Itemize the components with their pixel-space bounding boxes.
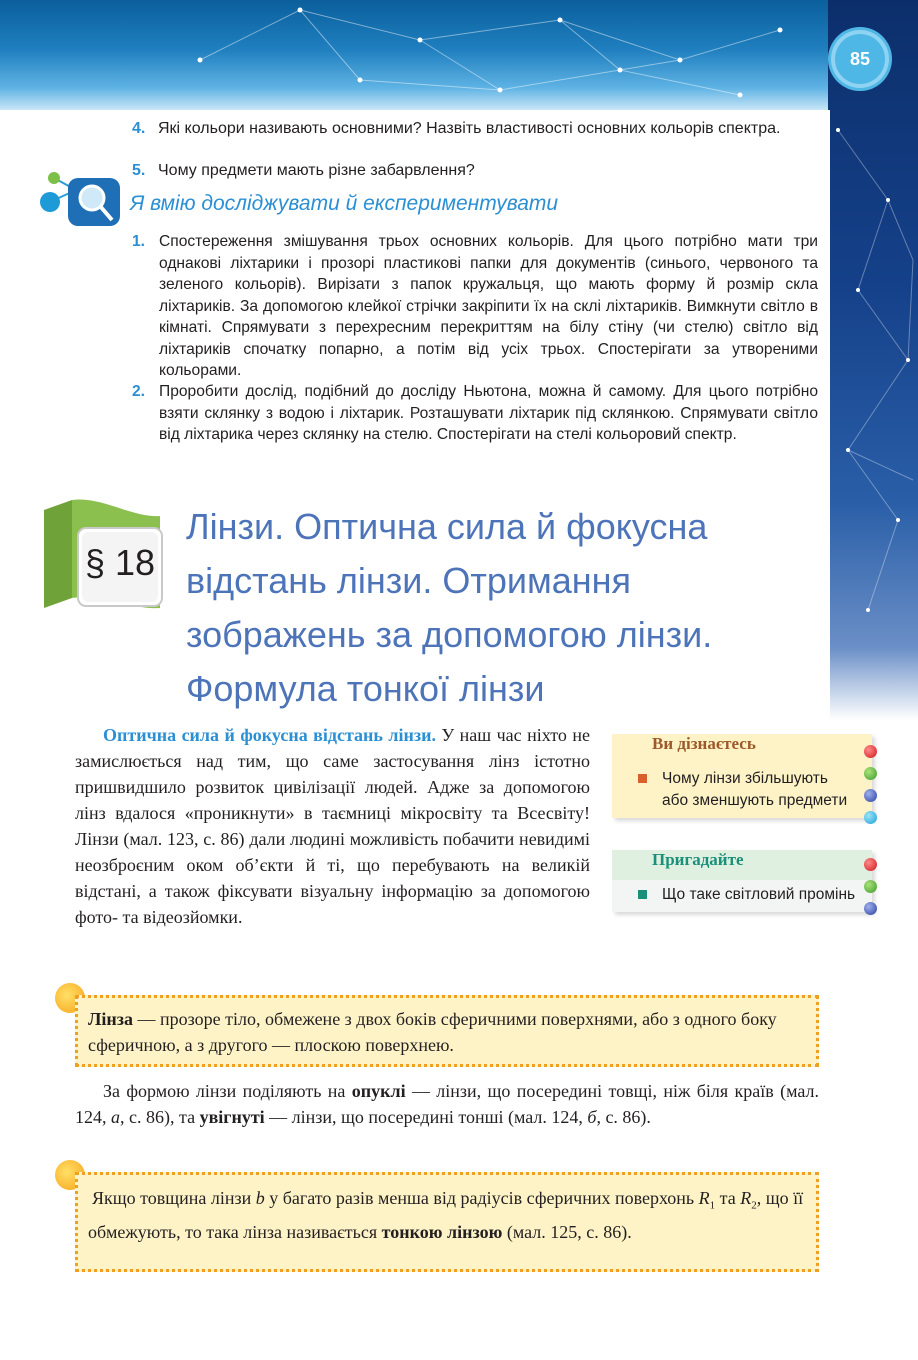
question-number: 4. bbox=[132, 120, 146, 137]
text-run: — лінзи, що посередині тонші (мал. 124, bbox=[264, 1107, 588, 1127]
list-item bbox=[132, 381, 818, 446]
intro-paragraph bbox=[75, 722, 590, 930]
research-icon bbox=[36, 168, 126, 228]
definition-term: Лінза bbox=[88, 1009, 134, 1029]
question-text: Які кольори називають основними? Назвіть властивості основних кольорів спектра. bbox=[158, 120, 781, 137]
subscript: 2 bbox=[751, 1199, 757, 1212]
learn-card-heading: Ви дізнаєтесь bbox=[652, 734, 756, 753]
page-number: 85 bbox=[835, 34, 885, 84]
question-item bbox=[132, 118, 822, 139]
section-title-line: Лінзи. Оптична сила й фокусна bbox=[186, 506, 708, 547]
section-number: § 18 bbox=[84, 542, 156, 583]
learn-card bbox=[612, 734, 872, 818]
section-title-line: відстань лінзи. Отримання bbox=[186, 560, 632, 601]
bullet-square-icon bbox=[638, 774, 647, 783]
term-concave: увігнуті bbox=[199, 1107, 265, 1127]
intro-lead: Оптична сила й фокусна відстань лінзи. bbox=[103, 725, 436, 745]
list-number: 1. bbox=[132, 233, 146, 250]
text-run: , с. 86). bbox=[596, 1107, 651, 1127]
subscript: 1 bbox=[709, 1199, 716, 1212]
network-decoration-side bbox=[828, 0, 918, 720]
text-run: (мал. 125, с. 86). bbox=[502, 1221, 632, 1242]
text-run: у багато разів менша від радіусів сферичних поверхонь bbox=[264, 1188, 699, 1208]
green-ball-icon bbox=[864, 767, 877, 780]
blue-ball-icon bbox=[864, 789, 877, 802]
recall-card-body bbox=[612, 880, 872, 912]
figure-letter: а bbox=[111, 1107, 120, 1127]
text-run: , що її обмежують, то така лінза називається bbox=[88, 1188, 804, 1242]
green-ball-icon bbox=[864, 880, 877, 893]
text-run: Якщо товщина лінзи bbox=[92, 1188, 256, 1208]
section-title-line: Формула тонкої лінзи bbox=[186, 668, 545, 709]
definition-box bbox=[75, 995, 819, 1067]
network-decoration bbox=[0, 0, 918, 110]
bullet-square-icon bbox=[638, 890, 647, 899]
recall-card-heading: Пригадайте bbox=[652, 850, 744, 869]
figure-letter: б bbox=[587, 1107, 597, 1127]
header-banner bbox=[0, 0, 918, 110]
lens-types-paragraph bbox=[75, 1078, 819, 1130]
learn-card-item: Чому лінзи збільшують або зменшують предмети bbox=[662, 770, 848, 809]
text-run: За формою лінзи поділяють на bbox=[103, 1081, 352, 1101]
intro-text: У наш час ніхто не замислюється над тим, що саме застосування лінз істотно пришвидшило розвиток цивілізації людей. Адже за допомогою лінз вдалося «проникнути» в таємниці мікросвіту та Всесвіту! Лінзи (мал. 123, с. 86) дали людині можливість побачити невидимі неозброєним оком об’єкти й ті, що перебувають на великій відстані, а також фіксувати візуальну інформацію за допомогою фото- та відеозйомки. bbox=[75, 725, 590, 927]
section-title bbox=[186, 500, 826, 716]
variable-r: R bbox=[740, 1188, 752, 1208]
list-text: Проробити дослід, подібний до досліду Ньютона, можна й самому. Для цього потрібно взяти склянку з водою і ліхтарик. Розташувати ліхтарик під склянкою. Спрямувати світло від ліхтарика через склянку на стелю. Спостерігати на стелі кольоровий спектр. bbox=[159, 383, 818, 443]
section-badge bbox=[42, 498, 172, 618]
list-text: Спостереження змішування трьох основних кольорів. Для цього потрібно мати три однакові ліхтарики і прозорі пластикові папки для документів (синього, червоного та зеленого кольорів). Вирізати з папок кружальця, що мають форму й розмір скла ліхтариків. За допомогою клейкої стрічки закріпити їх на склі ліхтариків. Вимкнути світло в кімнаті. Спрямувати з перехресним перекриттям на білу стіну (чи стелю) світло від ліхтариків спочатку попарно, а потім від усіх трьох. Спостерігати за утвореними кольорами. bbox=[159, 233, 818, 379]
recall-card-item: Що таке світловий промінь bbox=[662, 886, 856, 903]
question-text: Чому предмети мають різне забарвлення? bbox=[158, 162, 475, 179]
thin-lens-definition-box bbox=[75, 1172, 819, 1272]
section-title-line: зображень за допомогою лінзи. bbox=[186, 614, 713, 655]
red-ball-icon bbox=[864, 745, 877, 758]
variable-r: R bbox=[698, 1188, 710, 1208]
question-number: 5. bbox=[132, 162, 146, 179]
recall-card bbox=[612, 850, 872, 912]
skills-heading: Я вмію досліджувати й експериментувати bbox=[130, 192, 559, 215]
learn-card-body bbox=[612, 764, 872, 818]
text-run: , с. 86), та bbox=[120, 1107, 200, 1127]
text-run: та bbox=[715, 1188, 741, 1208]
definition-text: — прозоре тіло, обмежене з двох боків сферичними поверхнями, або з одного боку сферичною, а з другого — плоскою поверхнею. bbox=[88, 1009, 777, 1055]
term-thin-lens: тонкою лінзою bbox=[381, 1221, 503, 1242]
blue-ball-icon bbox=[864, 902, 877, 915]
variable-b: b bbox=[255, 1188, 265, 1208]
side-decoration bbox=[828, 0, 918, 720]
list-number: 2. bbox=[132, 383, 146, 400]
text-run: — лінзи, що посередині товщі, ніж біля країв (мал. 124, bbox=[75, 1081, 819, 1127]
red-ball-icon bbox=[864, 858, 877, 871]
term-convex: опуклі bbox=[351, 1081, 406, 1101]
question-item bbox=[132, 160, 822, 181]
list-item bbox=[132, 231, 818, 382]
cyan-ball-icon bbox=[864, 811, 877, 824]
